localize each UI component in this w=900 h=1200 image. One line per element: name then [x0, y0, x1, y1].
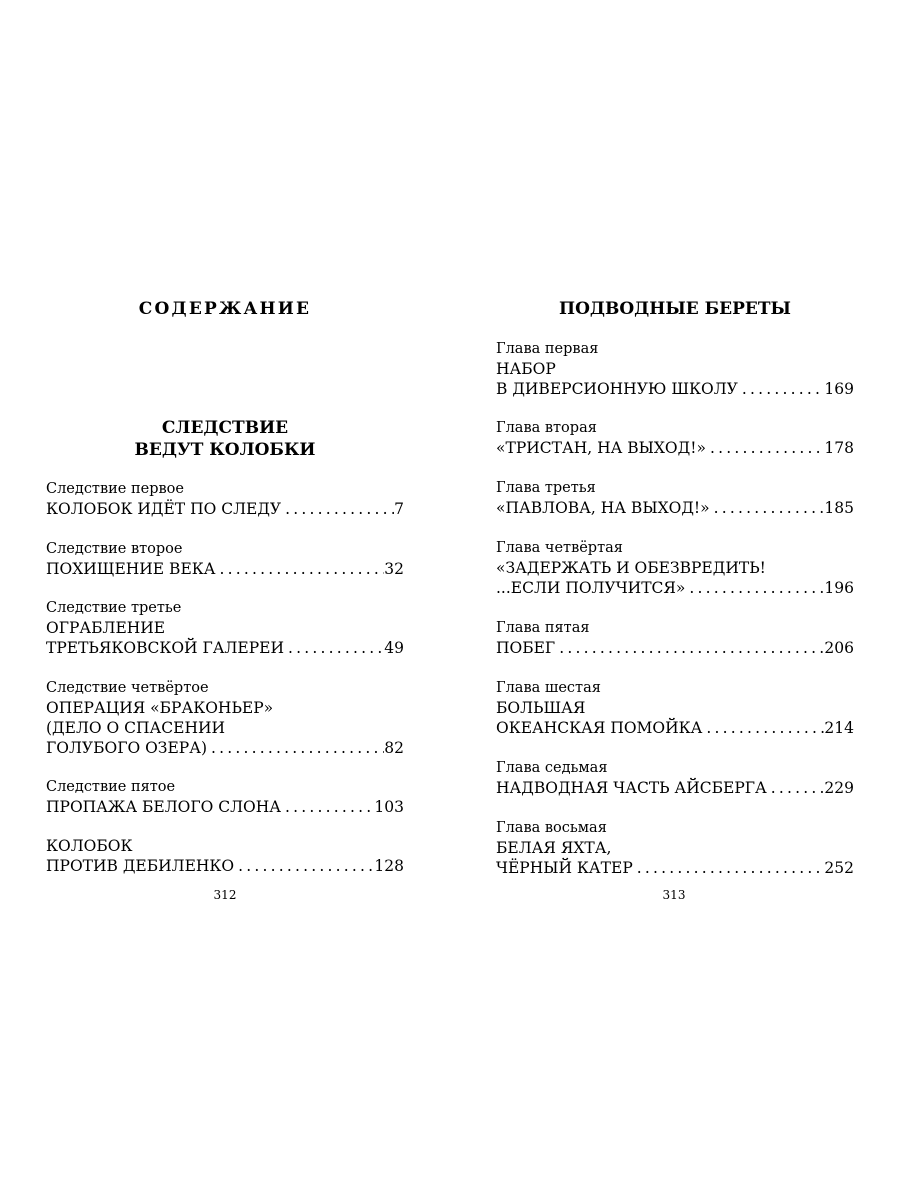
toc-entry-title-line: ОГРАБЛЕНИЕ	[46, 619, 166, 637]
leader-dots	[234, 856, 374, 876]
toc-entry-title-line: БОЛЬШАЯ	[496, 699, 586, 717]
toc-entry	[496, 678, 854, 738]
page-number: 7	[394, 500, 404, 518]
page-number: 214	[824, 719, 854, 737]
toc-entry-title: КОЛОБОК ИДЁТ ПО СЛЕДУ	[46, 500, 282, 518]
page-number: 252	[824, 859, 854, 877]
leader-dots	[767, 778, 825, 798]
toc-entry-subtitle: Следствие пятое	[46, 779, 176, 795]
toc-entry-title-line: БЕЛАЯ ЯХТА,	[496, 839, 612, 857]
page-number: 82	[384, 739, 404, 757]
toc-entry-line	[496, 778, 854, 798]
toc-entry-title: ...ЕСЛИ ПОЛУЧИТСЯ»	[496, 579, 686, 597]
toc-entry-title: В ДИВЕРСИОННУЮ ШКОЛУ	[496, 380, 738, 398]
toc-entry-line	[496, 498, 854, 518]
toc-entry-line	[496, 638, 854, 658]
leader-dots	[207, 738, 384, 758]
toc-entry-line	[46, 638, 404, 658]
toc-entry-subtitle: Глава четвёртая	[496, 540, 623, 556]
page-number: 206	[824, 639, 854, 657]
toc-entry-title-line: ОПЕРАЦИЯ «БРАКОНЬЕР»	[46, 699, 274, 717]
toc-entry	[46, 479, 404, 519]
leader-dots	[284, 638, 384, 658]
toc-entry	[46, 598, 404, 658]
toc-entry	[496, 478, 854, 518]
toc-entry-subtitle: Глава пятая	[496, 620, 590, 636]
toc-entry	[496, 818, 854, 878]
toc-entry	[46, 777, 404, 817]
toc-entry-title: ГОЛУБОГО ОЗЕРА)	[46, 739, 207, 757]
toc-entry-line	[496, 438, 854, 458]
toc-entry-subtitle: Глава вторая	[496, 420, 597, 436]
toc-entry-title: ЧЁРНЫЙ КАТЕР	[496, 859, 633, 877]
leader-dots	[555, 638, 824, 658]
toc-entry-title: ПОБЕГ	[496, 639, 556, 657]
page-number: 169	[824, 380, 854, 398]
leader-dots	[710, 498, 825, 518]
toc-entry-title: ТРЕТЬЯКОВСКОЙ ГАЛЕРЕИ	[46, 639, 284, 657]
toc-entry-line	[46, 856, 404, 876]
folio-right: 313	[662, 888, 686, 902]
toc-entry	[496, 339, 854, 399]
toc-entry-line	[496, 858, 854, 878]
toc-entry-title: ПРОПАЖА БЕЛОГО СЛОНА	[46, 798, 281, 816]
toc-entry-line	[46, 559, 404, 579]
page-number: 185	[824, 499, 854, 517]
page-number: 49	[384, 639, 404, 657]
toc-entry-line	[46, 499, 404, 519]
toc-entry-subtitle: Глава первая	[496, 341, 599, 357]
toc-entry-line	[496, 578, 854, 598]
toc-entry-subtitle: Глава восьмая	[496, 820, 607, 836]
page-number: 128	[374, 857, 404, 875]
toc-entry	[46, 539, 404, 579]
toc-entry-title: НАДВОДНАЯ ЧАСТЬ АЙСБЕРГА	[496, 779, 767, 797]
page-number: 103	[374, 798, 404, 816]
leader-dots	[702, 718, 824, 738]
part-title: ПОДВОДНЫЕ БЕРЕТЫ	[559, 299, 791, 319]
toc-entry	[496, 418, 854, 458]
toc-entry	[496, 618, 854, 658]
toc-entry-subtitle: Глава шестая	[496, 680, 601, 696]
toc-entry-title: ПРОТИВ ДЕБИЛЕНКО	[46, 857, 235, 875]
toc-entry-title-line: КОЛОБОК	[46, 837, 133, 855]
leader-dots	[685, 578, 824, 598]
toc-entry-line	[46, 797, 404, 817]
contents-title: СОДЕРЖАНИЕ	[138, 299, 312, 319]
page-number: 229	[824, 779, 854, 797]
toc-entry	[46, 836, 404, 876]
folio-left: 312	[213, 888, 237, 902]
toc-entry-subtitle: Следствие первое	[46, 481, 184, 497]
toc-entry-title-line: (ДЕЛО О СПАСЕНИИ	[46, 719, 226, 737]
leader-dots	[216, 559, 385, 579]
toc-entry	[46, 678, 404, 758]
leader-dots	[706, 438, 824, 458]
toc-entry-line	[46, 738, 404, 758]
toc-entry-subtitle: Следствие четвёртое	[46, 680, 209, 696]
toc-entry-line	[496, 379, 854, 399]
page-number: 178	[824, 439, 854, 457]
page-number: 196	[824, 579, 854, 597]
section-title-line-1: СЛЕДСТВИЕ	[161, 418, 289, 438]
leader-dots	[633, 858, 825, 878]
toc-entry-title: ОКЕАНСКАЯ ПОМОЙКА	[496, 719, 703, 737]
toc-entry-title: «ПАВЛОВА, НА ВЫХОД!»	[496, 499, 710, 517]
toc-entry-subtitle: Глава третья	[496, 480, 596, 496]
toc-entry-title-line: НАБОР	[496, 360, 556, 378]
toc-entry-title: ПОХИЩЕНИЕ ВЕКА	[46, 560, 216, 578]
toc-entry-subtitle: Следствие третье	[46, 600, 182, 616]
toc-entry-subtitle: Глава седьмая	[496, 760, 608, 776]
leader-dots	[738, 379, 825, 399]
leader-dots	[281, 797, 374, 817]
toc-entry-title: «ТРИСТАН, НА ВЫХОД!»	[496, 439, 706, 457]
toc-entry	[496, 758, 854, 798]
toc-entry-title-line: «ЗАДЕРЖАТЬ И ОБЕЗВРЕДИТЬ!	[496, 559, 766, 577]
leader-dots	[281, 499, 394, 519]
toc-entry-subtitle: Следствие второе	[46, 541, 183, 557]
page-number: 32	[384, 560, 404, 578]
toc-entry-line	[496, 718, 854, 738]
toc-entry	[496, 538, 854, 598]
section-title-line-2: ВЕДУТ КОЛОБКИ	[134, 440, 316, 460]
